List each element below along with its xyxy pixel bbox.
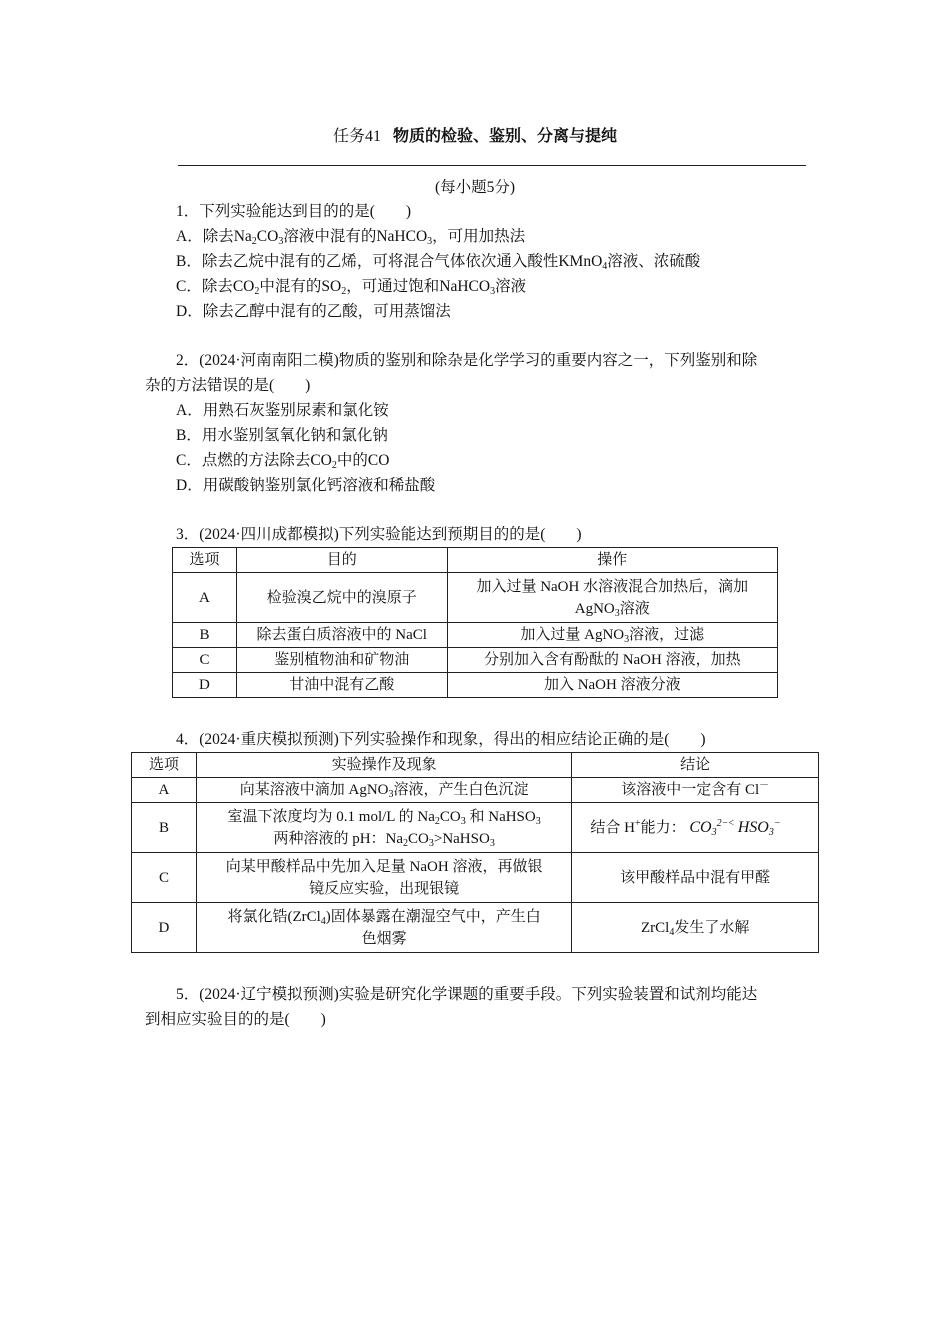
task-title: 物质的检验、鉴别、分离与提纯 xyxy=(393,128,618,145)
goal-cell: 鉴别植物油和矿物油 xyxy=(236,648,447,673)
option-cell: C xyxy=(132,853,197,903)
q2-option-b: B．用水鉴别氢氧化钠和氯化钠 xyxy=(176,427,388,444)
q1-option-d: D．除去乙醇中混有的乙酸，可用蒸馏法 xyxy=(176,303,451,320)
table-row xyxy=(132,903,819,953)
option-cell: B xyxy=(132,803,197,853)
table-row xyxy=(173,673,778,698)
goal-cell: 甘油中混有乙酸 xyxy=(236,673,447,698)
table-header-row xyxy=(173,548,778,573)
table-header: 实验操作及现象 xyxy=(196,753,571,778)
task-number: 任务41 xyxy=(332,128,381,145)
table-row xyxy=(173,573,778,623)
q2-option-a: A．用熟石灰鉴别尿素和氯化铵 xyxy=(176,402,389,419)
bisulfite-formula: $HSO_3^-$ xyxy=(737,817,781,838)
q2-option-d: D．用碳酸钠鉴别氯化钙溶液和稀盐酸 xyxy=(176,477,436,494)
operation-cell: 室温下浓度均为 0.1 mol/L 的 $Na_2CO_3$ 和 NaHSO$_3$ 两种溶液的 pH：$Na_2CO_3>NaHSO_3$ xyxy=(196,803,571,853)
conclusion-cell: 该甲酸样品中混有甲醛 xyxy=(572,853,819,903)
page-title xyxy=(0,127,950,147)
q2-option-c: C．点燃的方法除去$CO_2$中的CO xyxy=(176,452,390,471)
q2-stem-line2: 杂的方法错误的是( ) xyxy=(145,377,311,394)
conclusion-cell: 结合 H+能力： $CO_3^{2-<}$ $HSO_3^-$ xyxy=(572,803,819,853)
goal-cell: 除去蛋白质溶液中的 NaCl xyxy=(236,623,447,648)
table-header: 选项 xyxy=(132,753,197,778)
table-header: 操作 xyxy=(447,548,777,573)
table-row xyxy=(132,803,819,853)
carbonate-formula: $CO_3^{2-}$ xyxy=(689,817,729,838)
table-header-row xyxy=(132,753,819,778)
q1-option-a: A．除去$Na_2CO_3$溶液中混有的NaHCO$_3$，可用加热法 xyxy=(176,228,526,247)
q4-stem: 4．(2024·重庆模拟预测)下列实验操作和现象，得出的相应结论正确的是( ) xyxy=(176,731,706,748)
conclusion-cell: ZrCl$_4$发生了水解 xyxy=(572,903,819,953)
table-row xyxy=(173,623,778,648)
operation-cell: 向某甲酸样品中先加入足量 NaOH 溶液，再做银 镜反应实验，出现银镜 xyxy=(196,853,571,903)
operation-cell: 将氯化锆(ZrCl$_4$)固体暴露在潮湿空气中，产生白 色烟雾 xyxy=(196,903,571,953)
operation-cell: 加入过量 NaOH 水溶液混合加热后，滴加 AgNO$_3$溶液 xyxy=(447,573,777,623)
q1-stem: 1．下列实验能达到目的的是( ) xyxy=(176,203,412,220)
q4-table xyxy=(131,752,819,953)
option-cell: A xyxy=(132,778,197,803)
option-cell: C xyxy=(173,648,237,673)
option-cell: B xyxy=(173,623,237,648)
operation-cell: 加入过量 AgNO$_3$溶液，过滤 xyxy=(447,623,777,648)
q5-stem-line1: 5．(2024·辽宁模拟预测)实验是研究化学课题的重要手段。下列实验装置和试剂均能达 xyxy=(176,986,758,1003)
q3-table xyxy=(172,547,778,698)
points-note: (每小题5分) xyxy=(434,179,516,196)
option-cell: D xyxy=(132,903,197,953)
q3-stem: 3．(2024·四川成都模拟)下列实验能达到预期目的的是( ) xyxy=(176,526,582,543)
title-rule xyxy=(178,165,806,166)
q1-option-b: B．除去乙烷中混有的乙烯，可将混合气体依次通入酸性KMnO$_4$溶液、浓硫酸 xyxy=(176,253,701,272)
q1-option-c: C．除去$CO_2$中混有的$SO_2$，可通过饱和NaHCO$_3$溶液 xyxy=(176,278,527,297)
table-header: 选项 xyxy=(173,548,237,573)
goal-cell: 检验溴乙烷中的溴原子 xyxy=(236,573,447,623)
q2-stem-line1: 2．(2024·河南南阳二模)物质的鉴别和除杂是化学学习的重要内容之一，下列鉴别和除 xyxy=(176,352,758,369)
table-row xyxy=(132,853,819,903)
less-than-sign: < xyxy=(728,817,734,829)
conclusion-cell: 该溶液中一定含有 Cl－ xyxy=(572,778,819,803)
table-header: 目的 xyxy=(236,548,447,573)
table-row xyxy=(132,778,819,803)
operation-cell: 分别加入含有酚酞的 NaOH 溶液，加热 xyxy=(447,648,777,673)
table-row xyxy=(173,648,778,673)
table-header: 结论 xyxy=(572,753,819,778)
operation-cell: 向某溶液中滴加 AgNO$_3$溶液，产生白色沉淀 xyxy=(196,778,571,803)
option-cell: D xyxy=(173,673,237,698)
option-cell: A xyxy=(173,573,237,623)
operation-cell: 加入 NaOH 溶液分液 xyxy=(447,673,777,698)
q5-stem-line2: 到相应实验目的的是( ) xyxy=(145,1011,326,1028)
